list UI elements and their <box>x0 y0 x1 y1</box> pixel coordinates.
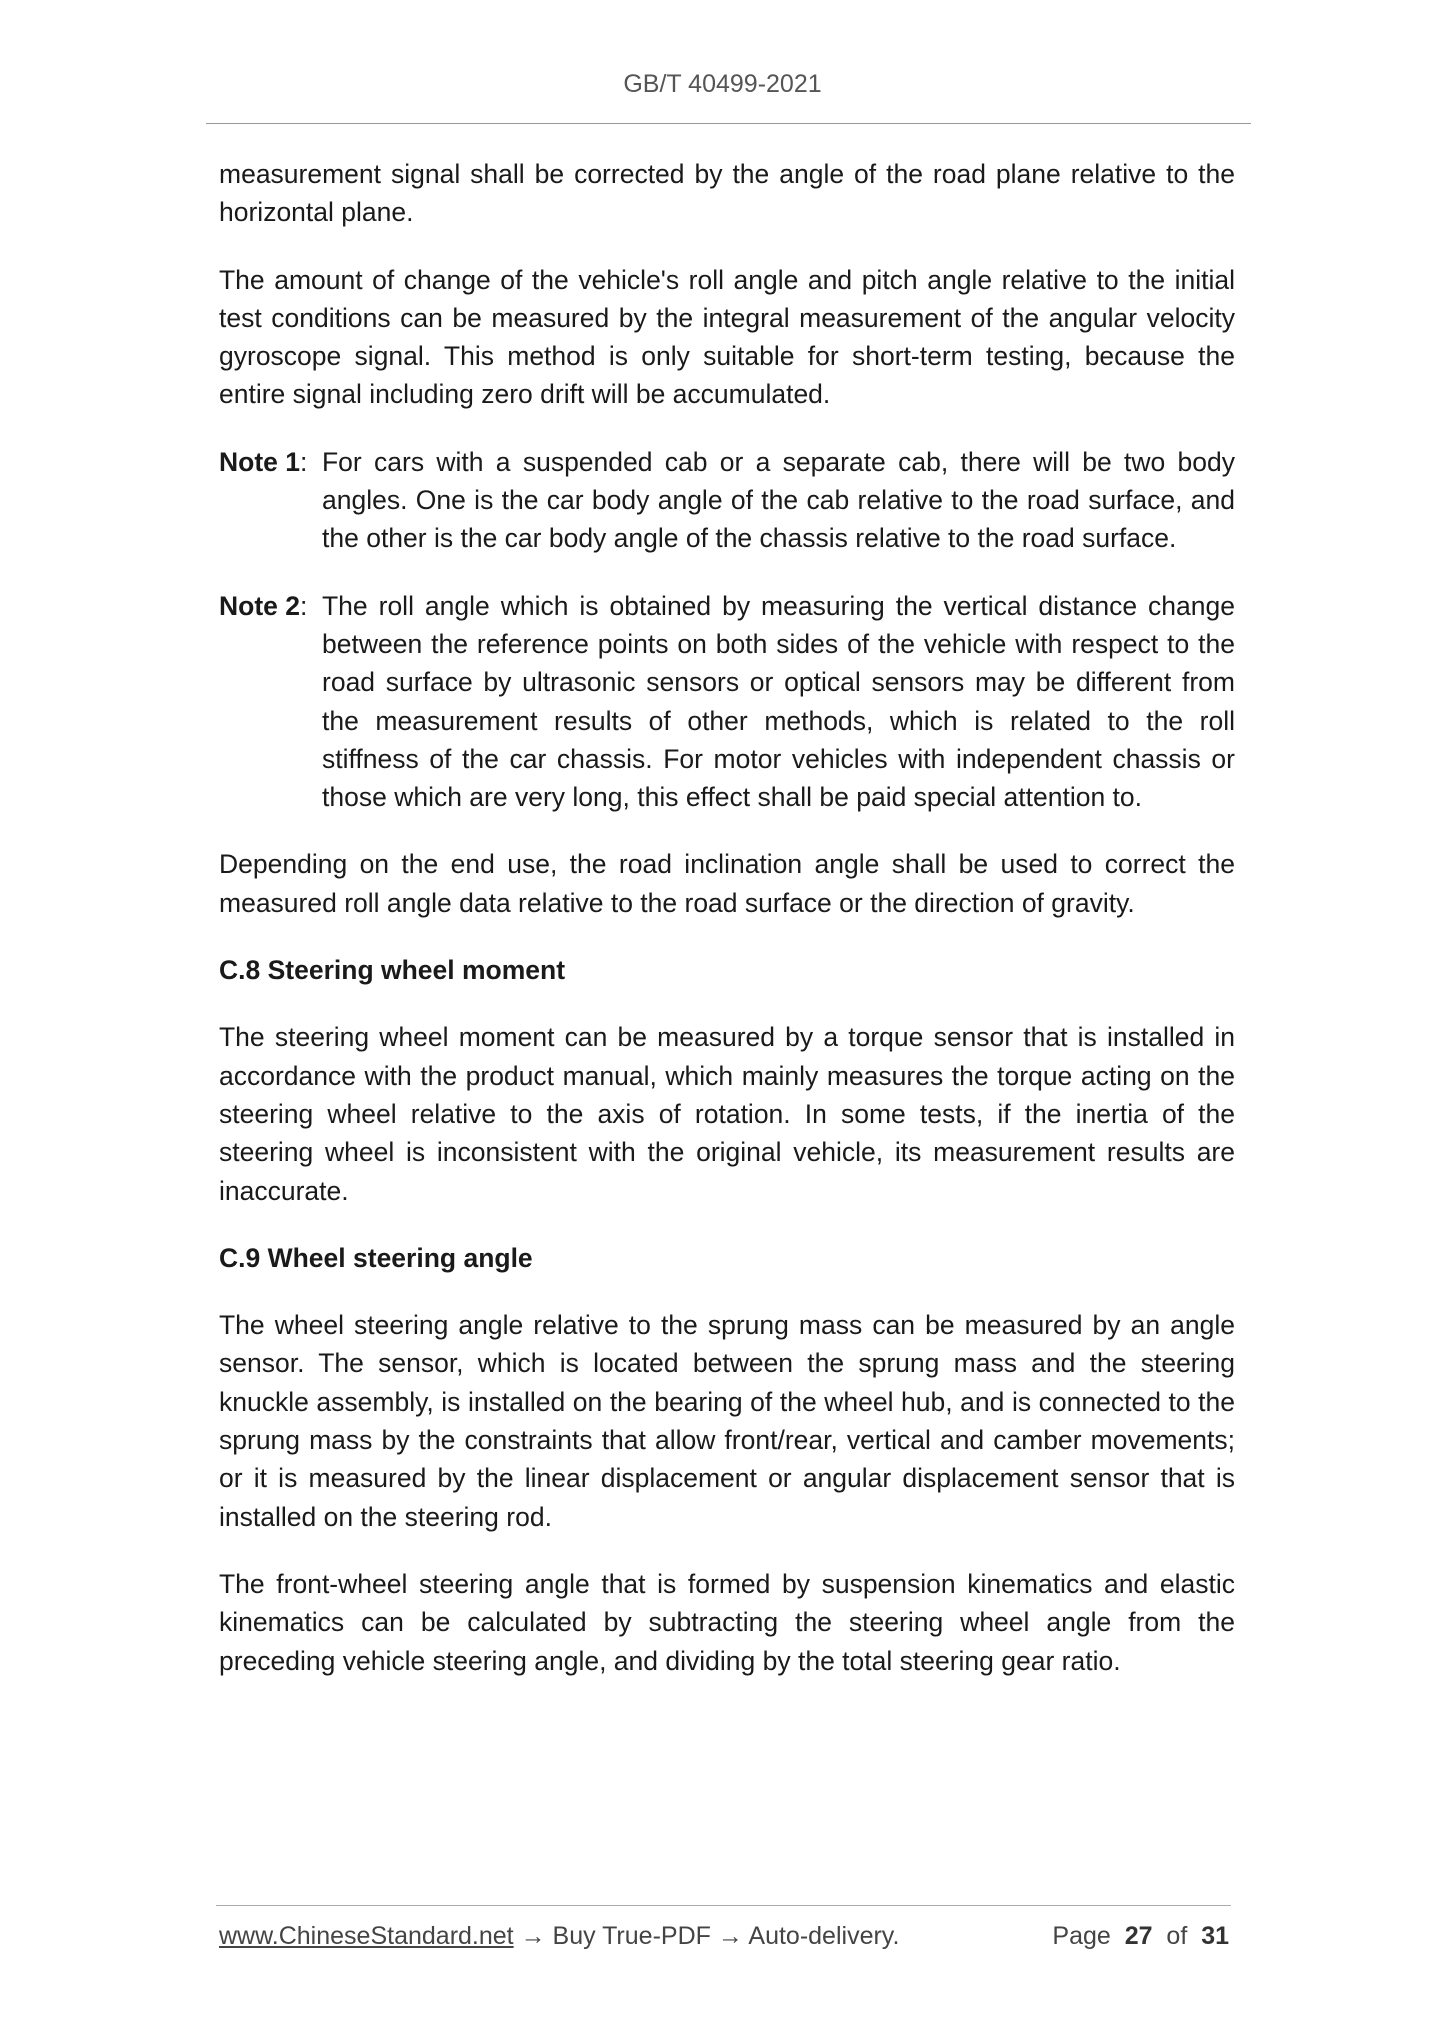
note-separator: : <box>300 590 308 621</box>
website-link[interactable]: www.ChineseStandard.net <box>219 1922 514 1950</box>
page-content <box>219 155 1235 1709</box>
document-header: GB/T 40499-2021 <box>623 70 822 98</box>
page-footer <box>219 1922 1229 1951</box>
note-text: The roll angle which is obtained by measuring the vertical distance change between the reference points on both sides of the vehicle with respect to the road surface by ultrasonic sensors or optical sensors may be different from the measurement results of other methods, which is related to the roll stiffness of the car chassis. For motor vehicles with independent chassis or those which are very long, this effect shall be paid special attention to. <box>322 590 1235 813</box>
paragraph: The wheel steering angle relative to the sprung mass can be measured by an angle sensor. The sensor, which is located between the sprung mass and the steering knuckle assembly, is installed on the bearing of the wheel hub, and is connected to the sprung mass by the constraints that allow front/rear, vertical and camber movements; or it is measured by the linear displacement or angular displacement sensor that is installed on the steering rod. <box>219 1310 1235 1532</box>
paragraph: The amount of change of the vehicle's roll angle and pitch angle relative to the initial test conditions can be measured by the integral measurement of the angular velocity gyroscope signal. This method is only suitable for short-term testing, because the entire signal including zero drift will be accumulated. <box>219 264 1235 410</box>
paragraph: measurement signal shall be corrected by the angle of the road plane relative to the horizontal plane. <box>219 159 1235 228</box>
page-indicator: Page 27 of 31 <box>1052 1922 1229 1950</box>
section-heading-c9: C.9 Wheel steering angle <box>219 1242 533 1273</box>
section-heading-c8: C.8 Steering wheel moment <box>219 955 566 986</box>
note-text: For cars with a suspended cab or a separate cab, there will be two body angles. One is the car body angle of the cab relative to the road surface, and the other is the car body angle of the chassis relative to the road surface. <box>322 446 1235 554</box>
header-divider <box>206 123 1251 124</box>
note-label: Note 1 <box>219 446 300 477</box>
paragraph: The front-wheel steering angle that is formed by suspension kinematics and elastic kinematics can be calculated by subtracting the steering wheel angle from the preceding vehicle steering angle, and dividing by the total steering gear ratio. <box>219 1568 1235 1676</box>
footer-left <box>219 1922 899 1951</box>
paragraph: The steering wheel moment can be measured by a torque sensor that is installed in accordance with the product manual, which mainly measures the torque acting on the steering wheel relative to the axis of rotation. In some tests, if the inertia of the steering wheel is inconsistent with the original vehicle, its measurement results are inaccurate. <box>219 1022 1235 1206</box>
note-2 <box>219 587 1235 817</box>
footer-promo: → Buy True-PDF → Auto-delivery. <box>513 1922 900 1950</box>
note-label: Note 2 <box>219 590 300 621</box>
current-page: 27 <box>1124 1922 1153 1950</box>
footer-divider <box>216 1905 1231 1906</box>
paragraph: Depending on the end use, the road inclination angle shall be used to correct the measured roll angle data relative to the road surface or the direction of gravity. <box>219 849 1235 918</box>
note-1 <box>219 443 1235 558</box>
note-separator: : <box>300 446 308 477</box>
total-pages: 31 <box>1201 1922 1229 1950</box>
